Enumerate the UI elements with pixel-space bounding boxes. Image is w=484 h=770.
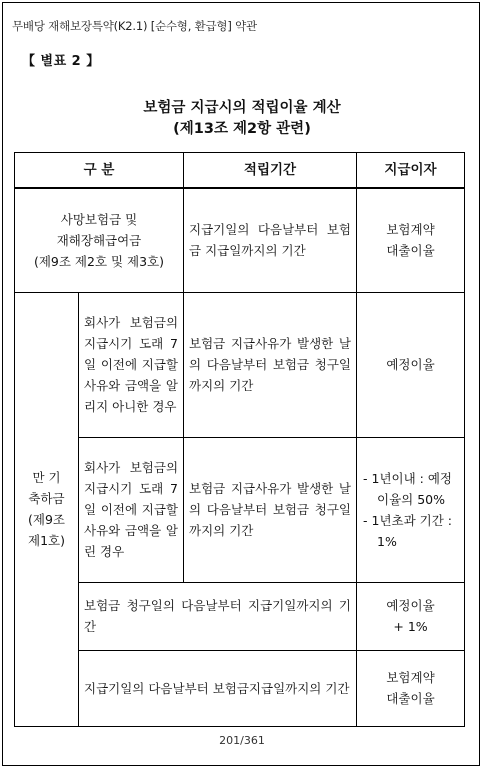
header-rate: 지급이자 xyxy=(357,153,465,189)
header-category: 구 분 xyxy=(15,153,184,189)
rate-due-to-payment: 보험계약 대출이율 xyxy=(357,650,465,726)
period-not-notified: 보험금 지급사유가 발생한 날의 다음날부터 보험금 청구일까지의 기간 xyxy=(184,292,357,437)
rate-notified xyxy=(357,437,465,582)
table-row-death-benefit xyxy=(15,188,465,292)
table-row-not-notified xyxy=(15,292,465,437)
period-due-to-payment: 지급기일의 다음날부터 보험금지급일까지의 기간 xyxy=(79,650,357,726)
category-death-benefit: 사망보험금 및 재해장해급여금 (제9조 제2호 및 제3호) xyxy=(15,188,184,292)
table-row-due-to-payment xyxy=(15,650,465,726)
header-period: 적립기간 xyxy=(184,153,357,189)
subcategory-notified: 회사가 보험금의 지급시기 도래 7일 이전에 지급할 사유와 금액을 알린 경우 xyxy=(79,437,184,582)
page-number: 201/361 xyxy=(219,734,265,747)
document-header: 무배당 재해보장특약(K2.1) [순수형, 환급형] 약관 xyxy=(12,19,257,33)
list-item: - 1년초과 기간 : 1% xyxy=(363,512,452,549)
table-row-claim-to-due xyxy=(15,582,465,650)
period-death-benefit: 지급기일의 다음날부터 보험금 지급일까지의 기간 xyxy=(184,188,357,292)
table-subtitle: (제13조 제2항 관련) xyxy=(173,121,311,137)
table-title: 보험금 지급시의 적립이율 계산 xyxy=(143,100,341,116)
table-header-row xyxy=(15,153,465,189)
rate-claim-to-due: 예정이율 + 1% xyxy=(357,582,465,650)
annex-label: 【 별표 2 】 xyxy=(22,54,100,69)
period-claim-to-due: 보험금 청구일의 다음날부터 지급기일까지의 기간 xyxy=(79,582,357,650)
table-row-notified xyxy=(15,437,465,582)
rate-death-benefit: 보험계약 대출이율 xyxy=(357,188,465,292)
list-item: - 1년이내 : 예정이율의 50% xyxy=(363,470,452,507)
rate-not-notified: 예정이율 xyxy=(357,292,465,437)
rate-notified-list xyxy=(363,468,460,552)
category-maturity-bonus: 만 기 축하금 (제9조 제1호) xyxy=(15,292,79,726)
period-notified: 보험금 지급사유가 발생한 날의 다음날부터 보험금 청구일까지의 기간 xyxy=(184,437,357,582)
subcategory-not-notified: 회사가 보험금의 지급시기 도래 7일 이전에 지급할 사유와 금액을 알리지 아니한 경우 xyxy=(79,292,184,437)
interest-rate-table xyxy=(14,152,465,727)
